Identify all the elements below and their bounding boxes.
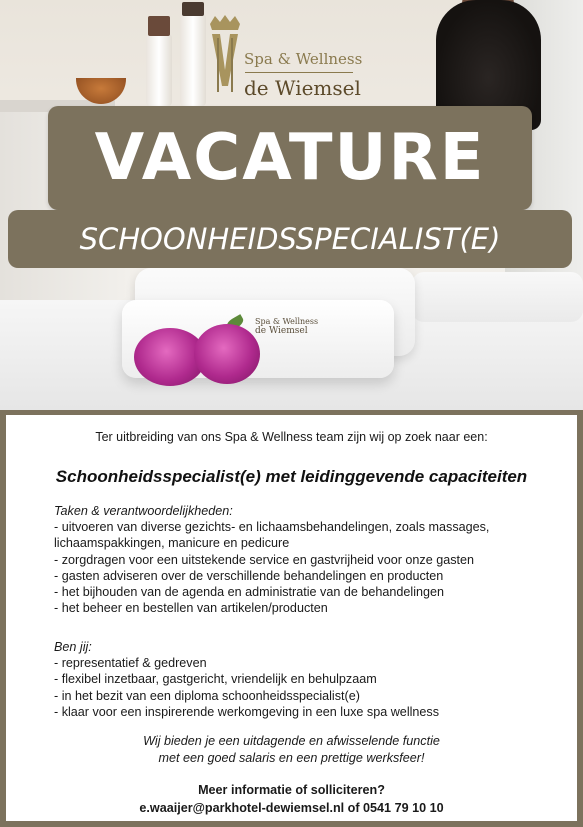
tasks-line: - gasten adviseren over de verschillende behandelingen en producten bbox=[54, 568, 444, 583]
tasks-line: lichaamspakkingen, manicure en pedicure bbox=[54, 536, 290, 551]
logo bbox=[206, 14, 371, 100]
candle bbox=[146, 34, 172, 106]
embroidery-line2: de Wiemsel bbox=[255, 325, 308, 336]
towel-embroidery bbox=[255, 318, 318, 337]
contact-block bbox=[6, 781, 577, 817]
rose-icon bbox=[194, 324, 260, 384]
profile-line: - in het bezit van een diploma schoonheidsspecialist(e) bbox=[54, 688, 360, 703]
job-heading: Schoonheidsspecialist(e) met leidinggevende capaciteiten bbox=[55, 467, 528, 486]
candle bbox=[180, 14, 206, 106]
contact-details[interactable]: e.waaijer@parkhotel-dewiemsel.nl of 0541 79 10 10 bbox=[139, 801, 444, 815]
vacancy-title: VACATURE bbox=[94, 121, 486, 195]
tasks-title: Taken & verantwoordelijkheden: bbox=[54, 504, 233, 518]
offer-text bbox=[6, 733, 577, 766]
tasks-line: - zorgdragen voor een uitstekende service en gastvrijheid voor onze gasten bbox=[54, 552, 475, 567]
offer-line1: Wij bieden je een uitdagende en afwisselende functie bbox=[143, 734, 440, 748]
profile-line: - klaar voor een inspirerende werkomgeving in een luxe spa wellness bbox=[54, 704, 440, 719]
tasks-line: - het bijhouden van de agenda en administratie van de behandelingen bbox=[54, 585, 445, 600]
logo-divider bbox=[245, 72, 353, 73]
profile-section bbox=[54, 639, 554, 720]
content-panel bbox=[6, 415, 577, 821]
content-frame bbox=[0, 410, 583, 827]
logo-line2: de Wiemsel bbox=[244, 76, 361, 100]
profile-title: Ben jij: bbox=[54, 640, 92, 654]
intro-text: Ter uitbreiding van ons Spa & Wellness team zijn wij op zoek naar een: bbox=[95, 430, 488, 444]
profile-line: - representatief & gedreven bbox=[54, 656, 207, 671]
tasks-line: - het beheer en bestellen van artikelen/producten bbox=[54, 601, 328, 616]
tasks-line: - uitvoeren van diverse gezichts- en lichaamsbehandelingen, zoals massages, bbox=[54, 520, 490, 535]
spa-photo bbox=[0, 0, 583, 410]
crown-monogram-icon bbox=[206, 14, 244, 96]
job-title: SCHOONHEIDSSPECIALIST(E) bbox=[79, 222, 501, 256]
embroidery-line1: Spa & Wellness bbox=[255, 317, 319, 326]
contact-question: Meer informatie of solliciteren? bbox=[198, 783, 385, 797]
logo-line1: Spa & Wellness bbox=[244, 50, 363, 68]
tasks-section bbox=[54, 503, 554, 616]
towel bbox=[412, 272, 583, 322]
job-title-banner bbox=[8, 210, 572, 268]
vacancy-banner bbox=[48, 106, 532, 210]
offer-line2: met een goed salaris en een prettige werksfeer! bbox=[158, 750, 425, 765]
profile-line: - flexibel inzetbaar, gastgericht, vriendelijk en behulpzaam bbox=[54, 672, 377, 687]
